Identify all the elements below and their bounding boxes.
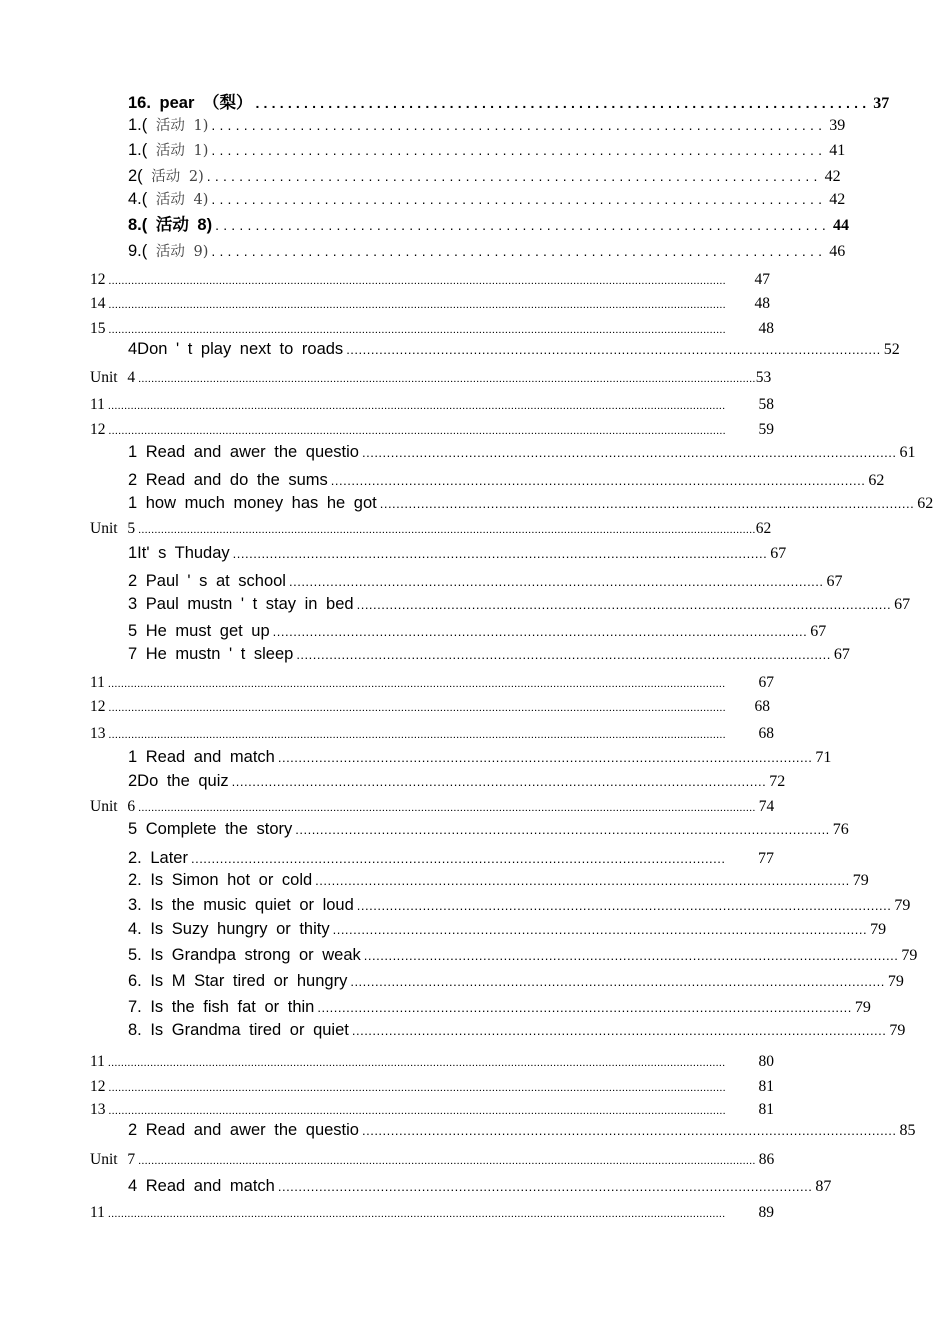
toc-entry-label: 8.( 活动 8)	[128, 216, 213, 234]
toc-entry-page: 62	[917, 495, 934, 512]
toc-entry-label: 2. Is Simon hot or cold	[128, 871, 313, 889]
toc-entry-label: 4.( 活动 4)	[128, 190, 209, 208]
toc-entry[interactable]	[128, 998, 871, 1019]
dot-leader: ..................................................................................................................................	[288, 574, 824, 589]
toc-entry-label: 11	[90, 1053, 105, 1070]
toc-entry-page: 80	[758, 1053, 774, 1070]
dot-leader: ..................................................................................................................................	[190, 851, 726, 866]
dot-leader: ..................................................................................................................................	[231, 774, 767, 789]
toc-entry-label: 13	[90, 1101, 106, 1118]
toc-entry-page: 89	[758, 1204, 774, 1221]
dot-leader: ............................................................................	[211, 117, 827, 133]
toc-entry-page: 81	[758, 1078, 774, 1095]
dot-leader: ..................................................................................................................................	[351, 1023, 887, 1038]
dot-leader: ..................................................................................................................................	[295, 822, 830, 837]
toc-entry-label: Unit 4	[90, 369, 136, 386]
toc-entry[interactable]	[90, 370, 771, 390]
dot-leader: ..............................................................................................................................................................................................	[108, 299, 726, 311]
dot-leader: ............................................................................	[206, 168, 822, 184]
toc-entry-label: 7. Is the fish fat or thin	[128, 998, 315, 1016]
toc-entry-page: 42	[824, 168, 841, 185]
toc-entry-label: 12	[90, 271, 106, 288]
toc-entry-label: Unit 6	[90, 798, 136, 815]
toc-entry[interactable]	[128, 871, 869, 892]
dot-leader: ..................................................................................................................................	[330, 473, 866, 488]
toc-entry[interactable]	[90, 675, 774, 695]
toc-entry-label: 1.( 活动 1)	[128, 141, 209, 159]
dot-leader: ............................................................................	[211, 142, 827, 158]
toc-entry-page: 67	[758, 674, 774, 691]
toc-entry-page: 79	[852, 872, 869, 889]
toc-entry-page: 76	[832, 821, 849, 838]
toc-entry-label: 2 Read and awer the questio	[128, 1121, 359, 1139]
toc-entry[interactable]	[90, 321, 774, 341]
toc-entry-label: 1It' s Thuday	[128, 544, 230, 562]
dot-leader: ..................................................................................................................................	[277, 750, 813, 765]
toc-entry-page: 67	[894, 596, 911, 613]
toc-entry-page: 58	[758, 396, 774, 413]
toc-entry-page: 72	[769, 773, 786, 790]
dot-leader: ..................................................................................................................................	[317, 1000, 852, 1015]
toc-entry-label: 4Don ' t play next to roads	[128, 340, 344, 358]
toc-entry-page: 81	[758, 1101, 774, 1118]
toc-entry-label: 11	[90, 396, 105, 413]
toc-entry[interactable]	[128, 622, 827, 643]
dot-leader: ..................................................................................................................................	[332, 922, 868, 937]
toc-entry[interactable]	[90, 699, 770, 719]
dot-leader: ..................................................................................................................................	[356, 597, 892, 612]
toc-entry-label: 6. Is M Star tired or hungry	[128, 972, 348, 990]
toc-entry-label: 5. Is Grandpa strong or weak	[128, 946, 361, 964]
toc-entry-page: 85	[899, 1122, 916, 1139]
dot-leader: ..............................................................................................................................................................................................	[108, 324, 726, 336]
toc-entry-label: 3. Is the music quiet or loud	[128, 896, 354, 914]
toc-entry[interactable]	[128, 820, 849, 841]
toc-entry-label: 2 Read and do the sums	[128, 471, 328, 489]
toc-entry[interactable]	[128, 972, 904, 993]
toc-entry[interactable]	[128, 572, 843, 593]
dot-leader: ..............................................................................................................................................................................................	[107, 400, 726, 412]
toc-entry-page: 79	[889, 1022, 906, 1039]
toc-entry-page: 67	[770, 545, 787, 562]
toc-entry-page: 61	[899, 444, 916, 461]
dot-leader: ..................................................................................................................................	[361, 445, 897, 460]
toc-entry[interactable]	[128, 443, 916, 464]
toc-entry[interactable]	[128, 1021, 906, 1042]
toc-entry-page: 46	[829, 243, 846, 260]
toc-entry[interactable]	[128, 116, 846, 137]
toc-entry-label: 11	[90, 674, 105, 691]
toc-entry-page: 79	[870, 921, 887, 938]
toc-entry-page: 79	[894, 897, 911, 914]
toc-entry-label: 4. Is Suzy hungry or thity	[128, 920, 330, 938]
toc-entry-page: 67	[826, 573, 843, 590]
toc-entry[interactable]	[128, 896, 911, 917]
toc-entry[interactable]	[128, 471, 885, 492]
toc-entry[interactable]	[90, 1054, 774, 1074]
toc-entry-label: 3 Paul mustn ' t stay in bed	[128, 595, 354, 613]
toc-entry-label: Unit 7	[90, 1151, 136, 1168]
dot-leader: ..............................................................................................................................................................................................	[107, 678, 726, 690]
toc-entry-label: 14	[90, 295, 106, 312]
toc-entry[interactable]	[128, 141, 846, 162]
toc-entry-label: 16. pear （梨）	[128, 94, 253, 112]
toc-entry-page: 67	[833, 646, 850, 663]
toc-entry-page: 37	[873, 95, 890, 112]
dot-leader: ..............................................................................................................................................................................................	[108, 1082, 726, 1094]
toc-entry-label: 15	[90, 320, 106, 337]
toc-entry-label: 9.( 活动 9)	[128, 242, 209, 260]
dot-leader: ..............................................................................................................................................................................................	[107, 1057, 726, 1069]
toc-entry[interactable]	[90, 726, 774, 746]
toc-entry-label: 2Do the quiz	[128, 772, 229, 790]
toc-entry-label: 12	[90, 698, 106, 715]
toc-entry[interactable]	[90, 1102, 774, 1122]
dot-leader: ..................................................................................................................................	[356, 898, 892, 913]
toc-entry[interactable]	[128, 946, 918, 967]
toc-entry-label: 12	[90, 1078, 106, 1095]
toc-entry[interactable]	[128, 94, 890, 115]
toc-entry[interactable]	[128, 748, 832, 769]
dot-leader: ............................................................................	[215, 217, 830, 233]
toc-entry[interactable]	[90, 397, 774, 417]
toc-entry[interactable]	[90, 296, 770, 316]
toc-entry-label: 2. Later	[128, 849, 188, 867]
toc-entry[interactable]	[90, 1205, 774, 1225]
toc-entry-page: 74	[758, 798, 775, 815]
toc-entry[interactable]	[128, 1177, 832, 1198]
toc-entry-label: 1.( 活动 1)	[128, 116, 209, 134]
dot-leader: ..................................................................................................................................	[363, 948, 899, 963]
dot-leader: ..............................................................................................................................................................................................	[108, 702, 726, 714]
dot-leader: ..............................................................................................................................................................................................	[138, 373, 756, 385]
dot-leader: ..............................................................................................................................................................................................	[108, 275, 726, 287]
toc-entry-page: 39	[829, 117, 846, 134]
toc-entry-page: 48	[754, 295, 770, 312]
toc-entry-page: 86	[758, 1151, 775, 1168]
toc-entry[interactable]	[128, 340, 900, 361]
toc-entry-page: 62	[755, 520, 772, 537]
toc-entry[interactable]	[128, 190, 846, 211]
toc-entry[interactable]	[128, 544, 787, 565]
toc-entry-label: 4 Read and match	[128, 1177, 275, 1195]
toc-entry-page: 62	[868, 472, 885, 489]
toc-entry-label: 8. Is Grandma tired or quiet	[128, 1021, 349, 1039]
dot-leader: ..............................................................................................................................................................................................	[108, 729, 726, 741]
toc-entry-page: 68	[754, 698, 770, 715]
toc-entry-page: 59	[758, 421, 774, 438]
dot-leader: ..................................................................................................................................	[350, 974, 885, 989]
dot-leader: ..................................................................................................................................	[361, 1123, 897, 1138]
toc-entry-label: 1 how much money has he got	[128, 494, 377, 512]
toc-entry-page: 87	[815, 1178, 832, 1195]
dot-leader: ............................................................................	[211, 191, 827, 207]
dot-leader: ..................................................................................................................................	[315, 873, 850, 888]
toc-entry[interactable]	[128, 242, 846, 263]
toc-entry-label: 12	[90, 421, 106, 438]
toc-entry-page: 67	[810, 623, 827, 640]
toc-entry-page: 41	[829, 142, 846, 159]
toc-entry[interactable]	[128, 850, 774, 870]
toc-entry[interactable]	[128, 216, 849, 237]
toc-entry-page: 52	[883, 341, 900, 358]
toc-entry[interactable]	[128, 595, 911, 616]
toc-entry[interactable]	[128, 1121, 916, 1142]
toc-entry-label: 5 Complete the story	[128, 820, 293, 838]
toc-entry-page: 79	[901, 947, 918, 964]
toc-entry-page: 68	[758, 725, 774, 742]
toc-entry-page: 47	[754, 271, 770, 288]
toc-entry[interactable]	[90, 272, 770, 292]
toc-entry-page: 44	[832, 217, 849, 234]
toc-entry[interactable]	[128, 772, 786, 793]
dot-leader: ..............................................................................................................................................................................................	[138, 802, 756, 814]
dot-leader: ..............................................................................................................................................................................................	[108, 1105, 726, 1117]
dot-leader: ..............................................................................................................................................................................................	[138, 1155, 756, 1167]
toc-entry[interactable]	[128, 645, 850, 666]
toc-entry-label: 1 Read and awer the questio	[128, 443, 359, 461]
toc-entry-page: 77	[758, 850, 774, 867]
toc-entry-label: 1 Read and match	[128, 748, 275, 766]
toc-entry-page: 79	[887, 973, 904, 990]
toc-entry-label: 13	[90, 725, 106, 742]
dot-leader: ..................................................................................................................................	[272, 624, 808, 639]
dot-leader: ............................................................................	[211, 243, 827, 259]
dot-leader: ............................................................................	[255, 95, 871, 111]
toc-entry[interactable]	[90, 1151, 775, 1172]
dot-leader: ..............................................................................................................................................................................................	[108, 425, 726, 437]
toc-entry-page: 79	[854, 999, 871, 1016]
dot-leader: ..................................................................................................................................	[379, 496, 915, 511]
dot-leader: ..............................................................................................................................................................................................	[107, 1208, 726, 1220]
toc-entry[interactable]	[90, 1079, 774, 1099]
dot-leader: ..................................................................................................................................	[346, 342, 881, 357]
toc-entry-label: 5 He must get up	[128, 622, 270, 640]
toc-entry-page: 42	[829, 191, 846, 208]
toc-entry-page: 48	[758, 320, 774, 337]
toc-entry[interactable]	[128, 920, 887, 941]
dot-leader: ..............................................................................................................................................................................................	[138, 524, 756, 536]
dot-leader: ..................................................................................................................................	[232, 546, 768, 561]
toc-entry-label: 11	[90, 1204, 105, 1221]
toc-entry-label: 2 Paul ' s at school	[128, 572, 286, 590]
toc-entry-label: 7 He mustn ' t sleep	[128, 645, 294, 663]
toc-entry[interactable]	[90, 521, 771, 541]
toc-entry-label: Unit 5	[90, 520, 136, 537]
toc-entry[interactable]	[90, 422, 774, 442]
toc-entry-page: 71	[815, 749, 832, 766]
dot-leader: ..................................................................................................................................	[277, 1179, 813, 1194]
toc-entry-label: 2( 活动 2)	[128, 167, 204, 185]
toc-entry[interactable]	[128, 494, 934, 515]
toc-entry[interactable]	[128, 167, 841, 188]
toc-entry[interactable]	[90, 799, 774, 819]
toc-entry-page: 53	[755, 369, 772, 386]
dot-leader: ..................................................................................................................................	[296, 647, 831, 662]
